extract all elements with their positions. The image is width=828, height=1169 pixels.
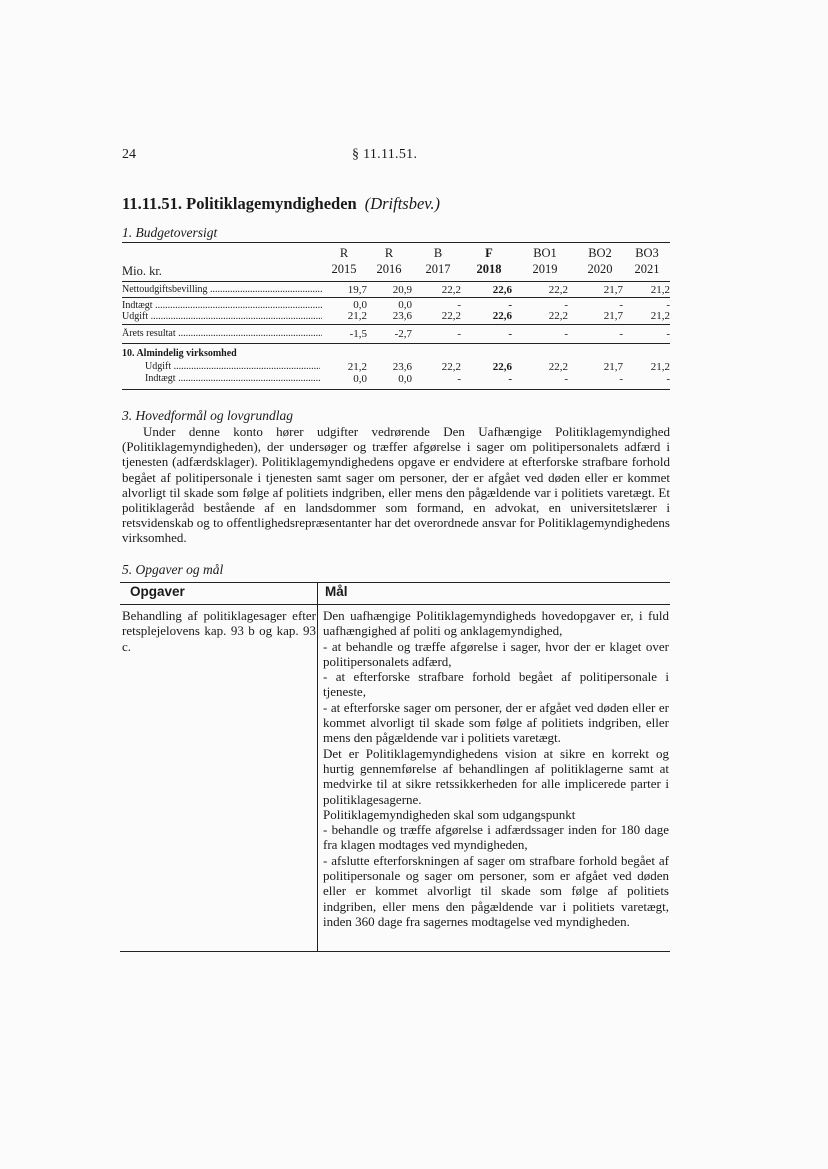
budget-cell: 22,6 xyxy=(492,284,512,296)
row-label-group-udgift: Udgift ..... xyxy=(145,361,320,372)
column-type: R xyxy=(384,246,394,260)
budget-cell: - xyxy=(666,373,670,385)
budget-cell: - xyxy=(564,373,568,385)
row-label-udgift: Udgift ..... xyxy=(122,311,322,322)
goals-cell xyxy=(323,608,669,929)
column-type: BO3 xyxy=(635,246,659,260)
budget-cell: - xyxy=(508,299,512,311)
budget-cell: 22,2 xyxy=(548,361,568,373)
budget-cell: - xyxy=(666,299,670,311)
budget-cell: - xyxy=(619,373,623,385)
budget-cell: - xyxy=(457,373,461,385)
goals-column-header: Mål xyxy=(325,584,348,599)
budget-cell: - xyxy=(619,328,623,340)
budget-cell: 19,7 xyxy=(347,284,367,296)
budget-rule xyxy=(122,343,670,344)
tasks-column-divider xyxy=(317,582,318,952)
budget-cell: - xyxy=(457,299,461,311)
budget-cell: 21,2 xyxy=(650,361,670,373)
goal-line: Den uafhængige Politiklagemyndigheds hovedopgaver er, i fuld uafhængighed af politi og anklagemyndighed, xyxy=(323,608,669,639)
budget-rule xyxy=(122,324,670,325)
column-year: 2016 xyxy=(376,262,402,276)
budget-cell: 20,9 xyxy=(392,284,412,296)
budget-cell: -1,5 xyxy=(349,328,367,340)
tasks-heading: 5. Opgaver og mål xyxy=(122,562,224,577)
budget-cell: - xyxy=(564,299,568,311)
budget-cell: 21,7 xyxy=(603,284,623,296)
column-year: 2020 xyxy=(587,262,613,276)
tasks-bottom-rule xyxy=(120,951,670,952)
budget-cell: 0,0 xyxy=(398,373,412,385)
column-type: BO1 xyxy=(533,246,557,260)
goal-line: - at efterforske sager om personer, der er afgået ved døden eller er kommet alvorligt til skade som følge af politiets indgriben, eller mens den pågældende var i politiets varetægt. xyxy=(323,699,669,746)
budget-cell: 0,0 xyxy=(353,299,367,311)
row-label-group-indtaegt: Indtægt ..... xyxy=(145,373,320,384)
budget-cell: 22,2 xyxy=(548,310,568,322)
budget-cell: 21,7 xyxy=(603,310,623,322)
budget-cell: 21,2 xyxy=(650,310,670,322)
goal-line: Politiklagemyndigheden skal som udgangspunkt xyxy=(323,806,576,822)
column-type: F xyxy=(485,246,493,260)
budget-rule xyxy=(122,297,670,298)
row-label-indtaegt: Indtægt ..... xyxy=(122,300,322,311)
goal-line: - at efterforske strafbare forhold begået af politipersonale i tjeneste, xyxy=(323,669,669,700)
budget-cell: 22,6 xyxy=(492,361,512,373)
row-label-resultat: Årets resultat ..... xyxy=(122,328,322,339)
budget-cell: 23,6 xyxy=(392,310,412,322)
budget-cell: - xyxy=(666,328,670,340)
budget-cell: 22,2 xyxy=(441,284,461,296)
column-year: 2015 xyxy=(331,262,357,276)
group-label: 10. Almindelig virksomhed xyxy=(122,348,237,359)
budget-bottom-rule xyxy=(122,389,670,390)
budget-cell: -2,7 xyxy=(394,328,412,340)
budget-cell: 22,2 xyxy=(441,361,461,373)
budget-header-rule xyxy=(122,281,670,282)
budget-cell: 21,2 xyxy=(650,284,670,296)
budget-top-rule xyxy=(122,242,670,243)
goal-line: - behandle og træffe afgørelse i adfærdssager inden for 180 dage fra klagen modtages ved myndigheden, xyxy=(323,822,669,853)
column-type: R xyxy=(339,246,349,260)
column-type: BO2 xyxy=(588,246,612,260)
page-number: 24 xyxy=(122,147,136,162)
tasks-header-rule xyxy=(120,604,670,605)
row-label-netto: Nettoudgiftsbevilling ..... xyxy=(122,284,322,295)
budget-cell: - xyxy=(508,373,512,385)
budget-cell: 21,7 xyxy=(603,361,623,373)
budget-cell: 21,2 xyxy=(347,361,367,373)
column-year: 2017 xyxy=(425,262,451,276)
purpose-heading: 3. Hovedformål og lovgrundlag xyxy=(122,408,293,423)
budget-cell: 21,2 xyxy=(347,310,367,322)
section-reference: § 11.11.51. xyxy=(352,147,418,162)
section-title-main: 11.11.51. Politiklagemyndigheden xyxy=(122,194,357,213)
goal-line: - afslutte efterforskningen af sager om strafbare forhold begået af politipersonale og sager om personer, som er afgået ved døden eller er kommet alvorligt til skade som følge af politiets indgriben, eller mens den pågældende var i politiets varetægt, inden 360 dage fra sagernes modtagelse ved myndigheden. xyxy=(323,852,669,929)
budget-cell: 22,2 xyxy=(548,284,568,296)
column-year: 2018 xyxy=(476,262,502,276)
budget-cell: - xyxy=(619,299,623,311)
budget-cell: 22,6 xyxy=(492,310,512,322)
unit-label: Mio. kr. xyxy=(122,264,162,278)
task-description: Behandling af politiklagesager efter retsplejelovens kap. 93 b og kap. 93 c. xyxy=(122,608,316,654)
budget-cell: 23,6 xyxy=(392,361,412,373)
tasks-table xyxy=(120,582,670,952)
budget-cell: - xyxy=(564,328,568,340)
tasks-top-rule xyxy=(120,582,670,583)
budget-cell: 0,0 xyxy=(353,373,367,385)
section-title xyxy=(122,194,440,214)
goal-line: Det er Politiklagemyndighedens vision at sikre en korrekt og hurtig gennemførelse af behandlingen af politiklagerne samt at medvirke til at sikre retssikkerheden for alle implicerede parter i politiklagesagerne. xyxy=(323,745,669,807)
budget-cell: 0,0 xyxy=(398,299,412,311)
budget-cell: 22,2 xyxy=(441,310,461,322)
purpose-paragraph: Under denne konto hører udgifter vedrørende Den Uafhængige Politiklagemyndighed (Politiklagemyndigheden), der undersøger og træffer afgørelse i sager om politipersonalets adfærd i tjenesten (adfærdsklager). Politiklagemyndighedens opgave er endvidere at efterforske strafbare forhold begået af politipersonale i tjenesten samt sager om personer, der er afgået ved døden eller er kommet alvorligt til skade som følge af politiets indgriben, eller mens den pågældende var i politiets varetægt. Et politiklageråd bestående af en landsdommer som formand, en advokat, en universitetslærer i retsvidenskab og to offentlighedsrepræsentanter har det overordnede ansvar for Politiklagemyndighedens virksomhed. xyxy=(122,424,670,546)
column-type: B xyxy=(433,246,443,260)
column-year: 2021 xyxy=(634,262,660,276)
budget-cell: - xyxy=(508,328,512,340)
goal-line: - at behandle og træffe afgørelse i sager, hvor der er klaget over politipersonalets adfærd, xyxy=(323,638,669,669)
column-year: 2019 xyxy=(532,262,558,276)
tasks-column-header: Opgaver xyxy=(130,584,185,599)
budget-cell: - xyxy=(457,328,461,340)
section-title-sub: (Driftsbev.) xyxy=(364,194,441,213)
budget-heading: 1. Budgetoversigt xyxy=(122,225,218,240)
